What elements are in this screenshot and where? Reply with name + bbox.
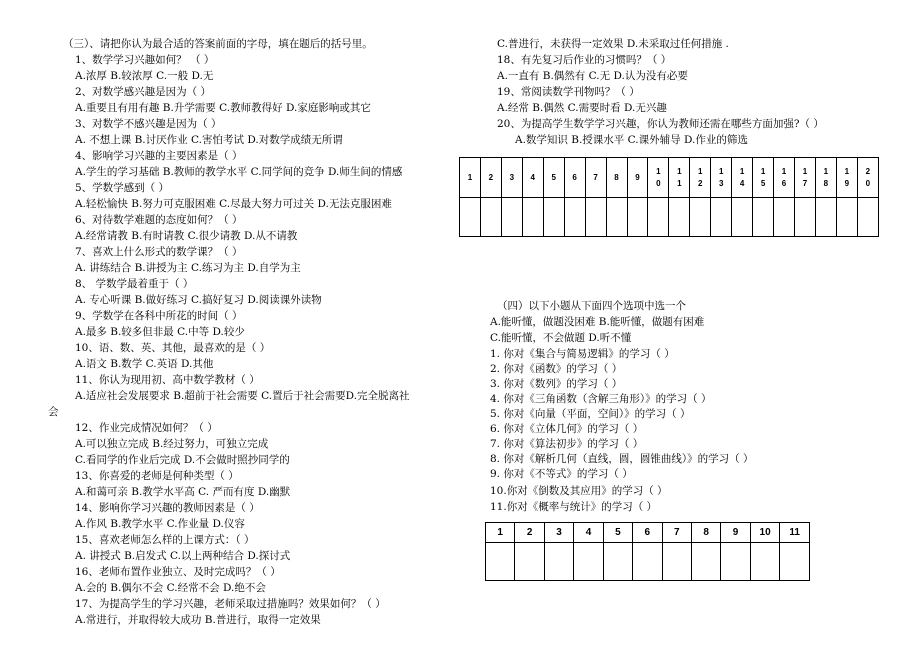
answer-cell[interactable] bbox=[753, 198, 774, 237]
answer-cell[interactable] bbox=[522, 198, 543, 237]
answer-cell[interactable] bbox=[585, 198, 606, 237]
answer-cell[interactable] bbox=[815, 198, 836, 237]
answer-grid-header-cell: 1 2 bbox=[690, 158, 711, 198]
answer-grid-header-row bbox=[486, 523, 810, 543]
s4-question-4: 4. 你对《三角函数（含解三角形）》的学习（ ） bbox=[490, 393, 712, 405]
answer-cell[interactable] bbox=[574, 543, 603, 581]
answer-grid-header-cell: 8 bbox=[691, 523, 720, 543]
options-13: A.和蔼可亲 B.教学水平高 C. 严而有度 D.幽默 bbox=[75, 486, 291, 498]
options-4: A.学生的学习基础 B.教师的教学水平 C.同学间的竞争 D.师生间的情感 bbox=[75, 166, 403, 178]
answer-cell[interactable] bbox=[480, 198, 501, 237]
s4-question-9: 9. 你对《不等式》的学习（ ） bbox=[490, 468, 633, 480]
options-7: A. 讲练结合 B.讲授为主 C.练习为主 D.自学为主 bbox=[75, 262, 301, 274]
s4-question-6: 6. 你对《立体几何》的学习（ ） bbox=[490, 423, 644, 435]
answer-grid-header-cell: 1 5 bbox=[753, 158, 774, 198]
s4-question-2: 2. 你对《函数》的学习（ ） bbox=[490, 363, 623, 375]
section-4-options-cd: C.能听懂，不会做题 D.听不懂 bbox=[490, 332, 632, 344]
answer-cell[interactable] bbox=[721, 543, 750, 581]
answer-grid-header-cell: 4 bbox=[574, 523, 603, 543]
answer-grid-header-cell: 9 bbox=[627, 158, 648, 198]
question-6: 6、对待数学难题的态度如何？（ ） bbox=[75, 214, 243, 226]
answer-grid-header-cell: 1 6 bbox=[774, 158, 795, 198]
answer-grid-header-cell: 9 bbox=[721, 523, 750, 543]
s4-question-11: 11.你对《概率与统计》的学习（ ） bbox=[490, 501, 658, 513]
options-12b: C.看同学的作业后完成 D.不会做时照抄同学的 bbox=[75, 454, 290, 466]
answer-cell[interactable] bbox=[501, 198, 522, 237]
answer-cell[interactable] bbox=[780, 543, 810, 581]
answer-cell[interactable] bbox=[603, 543, 632, 581]
options-20: A.数学知识 B.授课水平 C.课外辅导 D.作业的筛选 bbox=[515, 134, 748, 146]
options-12a: A.可以独立完成 B.经过努力，可独立完成 bbox=[75, 438, 269, 450]
answer-cell[interactable] bbox=[633, 543, 662, 581]
answer-cell[interactable] bbox=[795, 198, 816, 237]
answer-cell[interactable] bbox=[662, 543, 691, 581]
question-15: 15、喜欢老师怎么样的上课方式：（ ） bbox=[75, 534, 255, 546]
section-4-options-ab: A.能听懂，做题没困难 B.能听懂，做题有困难 bbox=[490, 316, 705, 328]
answer-cell[interactable] bbox=[486, 543, 515, 581]
options-9: A.最多 B.较多但非最 C.中等 D.较少 bbox=[75, 326, 245, 338]
options-5: A.轻松愉快 B.努力可克服困难 C.尽最大努力可过关 D.无法克服困难 bbox=[75, 198, 392, 210]
options-3: A. 不想上课 B.讨厌作业 C.害怕考试 D.对数学成绩无所谓 bbox=[75, 134, 343, 146]
options-11: A.适应社会发展要求 B.超前于社会需要 C.置后于社会需要D.完全脱离社 bbox=[75, 390, 410, 402]
answer-grid-header-cell: 11 bbox=[780, 523, 810, 543]
question-5: 5、学数学感到（ ） bbox=[75, 182, 170, 194]
question-14: 14、影响你学习兴趣的教师因素是（ ） bbox=[75, 502, 260, 514]
answer-cell[interactable] bbox=[836, 198, 857, 237]
options-14: A.作风 B.教学水平 C.作业量 D.仪容 bbox=[75, 518, 245, 530]
answer-grid-header-cell: 1 0 bbox=[648, 158, 669, 198]
answer-cell[interactable] bbox=[564, 198, 585, 237]
options-8: A. 专心听课 B.做好练习 C.搞好复习 D.阅读课外读物 bbox=[75, 294, 322, 306]
section-3-answer-grid bbox=[459, 157, 879, 237]
answer-cell[interactable] bbox=[606, 198, 627, 237]
options-17b: C.普进行，未获得一定效果 D.未采取过任何措施 . bbox=[497, 38, 729, 50]
options-17a: A.常进行，并取得较大成功 B.普进行，取得一定效果 bbox=[75, 614, 321, 626]
answer-cell[interactable] bbox=[515, 543, 544, 581]
answer-grid-header-row bbox=[460, 158, 879, 198]
question-10: 10、语、数、英、其他，最喜欢的是（ ） bbox=[75, 342, 271, 354]
question-2: 2、对数学感兴趣是因为（ ） bbox=[75, 86, 212, 98]
question-3: 3、对数学不感兴趣是因为（ ） bbox=[75, 118, 222, 130]
answer-grid-header-cell: 7 bbox=[662, 523, 691, 543]
answer-grid-header-cell: 1 3 bbox=[711, 158, 732, 198]
answer-grid-header-cell: 1 bbox=[486, 523, 515, 543]
answer-grid-header-cell: 2 0 bbox=[857, 158, 878, 198]
question-8: 8、 学数学最着重于（ ） bbox=[75, 278, 194, 290]
question-7: 7、喜欢上什么形式的数学课？（ ） bbox=[75, 246, 243, 258]
answer-cell[interactable] bbox=[543, 198, 564, 237]
answer-grid-header-cell: 1 1 bbox=[669, 158, 690, 198]
answer-grid-header-cell: 1 4 bbox=[732, 158, 753, 198]
answer-grid-header-cell: 1 8 bbox=[815, 158, 836, 198]
question-1: 1、数学学习兴趣如何？ （ ） bbox=[75, 54, 215, 66]
answer-cell[interactable] bbox=[711, 198, 732, 237]
options-11-wrap: 会 bbox=[48, 406, 59, 418]
question-20: 20、为提高学生数学学习兴趣，你认为教师还需在哪些方面加强?（ ） bbox=[497, 118, 824, 130]
answer-grid-header-cell: 10 bbox=[750, 523, 780, 543]
options-16: A.会的 B.偶尔不会 C.经常不会 D.绝不会 bbox=[75, 582, 266, 594]
answer-cell[interactable] bbox=[774, 198, 795, 237]
question-12: 12、作业完成情况如何？（ ） bbox=[75, 422, 218, 434]
options-2: A.重要且有用有趣 B.升学需要 C.教师教得好 D.家庭影响或其它 bbox=[75, 102, 371, 114]
s4-question-5: 5. 你对《向量（平面，空间）》的学习（ ） bbox=[490, 408, 691, 420]
answer-cell[interactable] bbox=[690, 198, 711, 237]
answer-grid-answer-row bbox=[460, 198, 879, 237]
answer-grid-header-cell: 1 9 bbox=[836, 158, 857, 198]
answer-grid-header-cell: 6 bbox=[633, 523, 662, 543]
s4-question-7: 7. 你对《算法初步》的学习（ ） bbox=[490, 438, 644, 450]
answer-cell[interactable] bbox=[627, 198, 648, 237]
question-9: 9、学数学在各科中所花的时间（ ） bbox=[75, 310, 243, 322]
answer-cell[interactable] bbox=[460, 198, 481, 237]
s4-question-1: 1. 你对《集合与简易逻辑》的学习（ ） bbox=[490, 348, 675, 360]
question-19: 19、常阅读数学刊物吗？（ ） bbox=[497, 86, 640, 98]
options-18: A.一直有 B.偶然有 C.无 D.认为没有必要 bbox=[497, 70, 688, 82]
answer-cell[interactable] bbox=[691, 543, 720, 581]
answer-cell[interactable] bbox=[648, 198, 669, 237]
answer-grid-header-cell: 2 bbox=[480, 158, 501, 198]
answer-grid-header-cell: 8 bbox=[606, 158, 627, 198]
options-10: A.语文 B.数学 C.英语 D.其他 bbox=[75, 358, 214, 370]
answer-grid-header-cell: 5 bbox=[543, 158, 564, 198]
s4-question-3: 3. 你对《数列》的学习（ ） bbox=[490, 378, 623, 390]
question-16: 16、老师布置作业独立、及时完成吗？（ ） bbox=[75, 566, 281, 578]
answer-grid-header-cell: 6 bbox=[564, 158, 585, 198]
answer-grid-header-cell: 5 bbox=[603, 523, 632, 543]
answer-grid-header-cell: 1 7 bbox=[795, 158, 816, 198]
s4-question-10: 10.你对《倒数及其应用》的学习（ ） bbox=[490, 485, 668, 497]
question-18: 18、有先复习后作业的习惯吗？（ ） bbox=[497, 54, 672, 66]
answer-grid-header-cell: 3 bbox=[501, 158, 522, 198]
section-4-answer-grid bbox=[485, 522, 810, 581]
options-15: A. 讲授式 B.启发式 C.以上两种结合 D.探讨式 bbox=[75, 550, 291, 562]
answer-grid-header-cell: 2 bbox=[515, 523, 544, 543]
s4-question-8: 8. 你对《解析几何（直线，圆，圆锥曲线）》的学习（ ） bbox=[490, 453, 754, 465]
section-3-heading: （三）、请把你认为最合适的答案前面的字母，填在题后的括号里。 bbox=[63, 38, 373, 50]
answer-cell[interactable] bbox=[732, 198, 753, 237]
answer-grid-header-cell: 3 bbox=[544, 523, 573, 543]
answer-grid-answer-row bbox=[486, 543, 810, 581]
answer-cell[interactable] bbox=[750, 543, 780, 581]
answer-cell[interactable] bbox=[857, 198, 878, 237]
answer-grid-header-cell: 4 bbox=[522, 158, 543, 198]
section-4-heading: （四）以下小题从下面四个选项中选一个 bbox=[497, 300, 686, 312]
options-19: A.经常 B.偶然 C.需要时看 D.无兴趣 bbox=[497, 102, 667, 114]
options-6: A.经常请教 B.有时请教 C.很少请教 D.从不请教 bbox=[75, 230, 298, 242]
question-13: 13、你喜爱的老师是何种类型（ ） bbox=[75, 470, 239, 482]
answer-grid-header-cell: 7 bbox=[585, 158, 606, 198]
question-17: 17、为提高学生的学习兴趣，老师采取过措施吗？效果如何？（ ） bbox=[75, 598, 386, 610]
answer-cell[interactable] bbox=[544, 543, 573, 581]
question-4: 4、影响学习兴趣的主要因素是（ ） bbox=[75, 150, 243, 162]
options-1: A.浓厚 B.较浓厚 C.一般 D.无 bbox=[75, 70, 214, 82]
answer-cell[interactable] bbox=[669, 198, 690, 237]
answer-grid-header-cell: 1 bbox=[460, 158, 481, 198]
question-11: 11、你认为现用初、高中数学教材（ ） bbox=[75, 374, 260, 386]
